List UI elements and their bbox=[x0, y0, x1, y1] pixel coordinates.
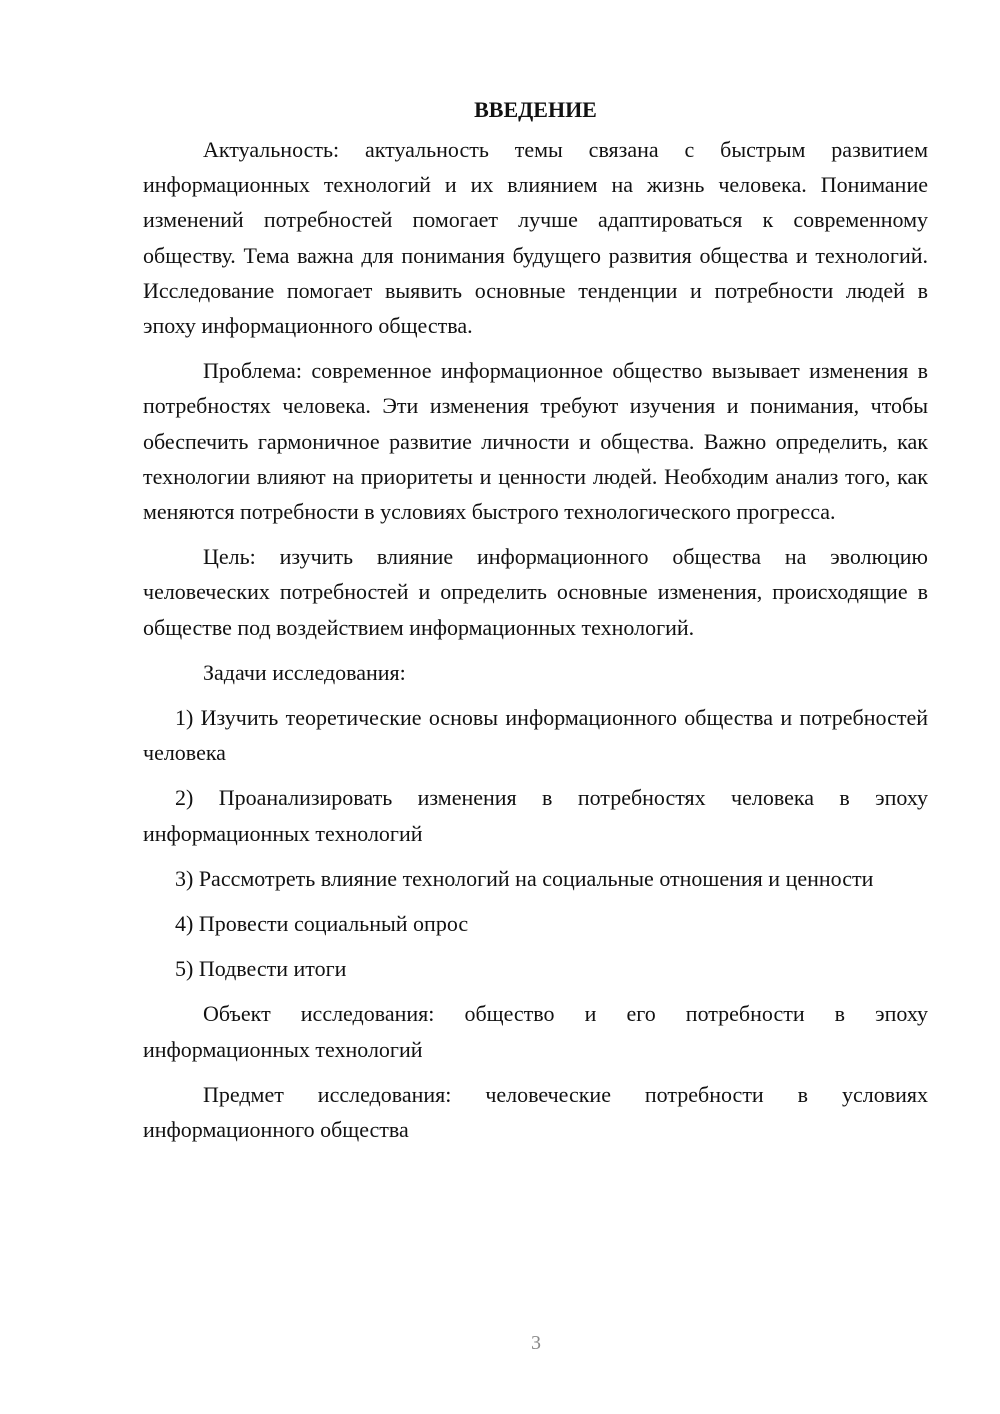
tasks-heading: Задачи исследования: bbox=[203, 659, 406, 685]
task-item-2: 2) Проанализировать изменения в потребностях человека в эпоху информационных технологий bbox=[143, 785, 928, 846]
task-item-1: 1) Изучить теоретические основы информационного общества и потребностей человека bbox=[143, 705, 928, 766]
paragraph-relevance: Актуальность: актуальность темы связана с быстрым развитием информационных технологий и их влиянием на жизнь человека. Понимание изменений потребностей помогает лучше адаптироваться к современному обществу. Тема важна для понимания будущего развития общества и технологий. Исследование помогает выявить основные тенденции и потребности людей в эпоху информационного общества. bbox=[143, 137, 928, 339]
page-title: ВВЕДЕНИЕ bbox=[474, 97, 597, 122]
document-page bbox=[143, 92, 928, 1157]
task-item-5: 5) Подвести итоги bbox=[175, 956, 347, 982]
paragraph-subject: Предмет исследования: человеческие потребности в условиях информационного общества bbox=[143, 1081, 928, 1143]
paragraph-object: Объект исследования: общество и его потребности в эпоху информационных технологий bbox=[143, 1001, 928, 1062]
task-item-4: 4) Провести социальный опрос bbox=[175, 911, 469, 937]
page-number: 3 bbox=[531, 1332, 541, 1354]
paragraph-problem: Проблема: современное информационное общество вызывает изменения в потребностях человека. Эти изменения требуют изучения и понимания, чтобы обеспечить гармоничное развитие личности и общества. Важно определить, как технологии влияют на приоритеты и ценности людей. Необходим анализ того, как меняются потребности в условиях быстрого технологического прогресса. bbox=[143, 358, 928, 525]
task-item-3: 3) Рассмотреть влияние технологий на социальные отношения и ценности bbox=[175, 865, 874, 891]
paragraph-goal: Цель: изучить влияние информационного общества на эволюцию человеческих потребностей и определить основные изменения, происходящие в обществе под воздействием информационных технологий. bbox=[143, 544, 928, 640]
